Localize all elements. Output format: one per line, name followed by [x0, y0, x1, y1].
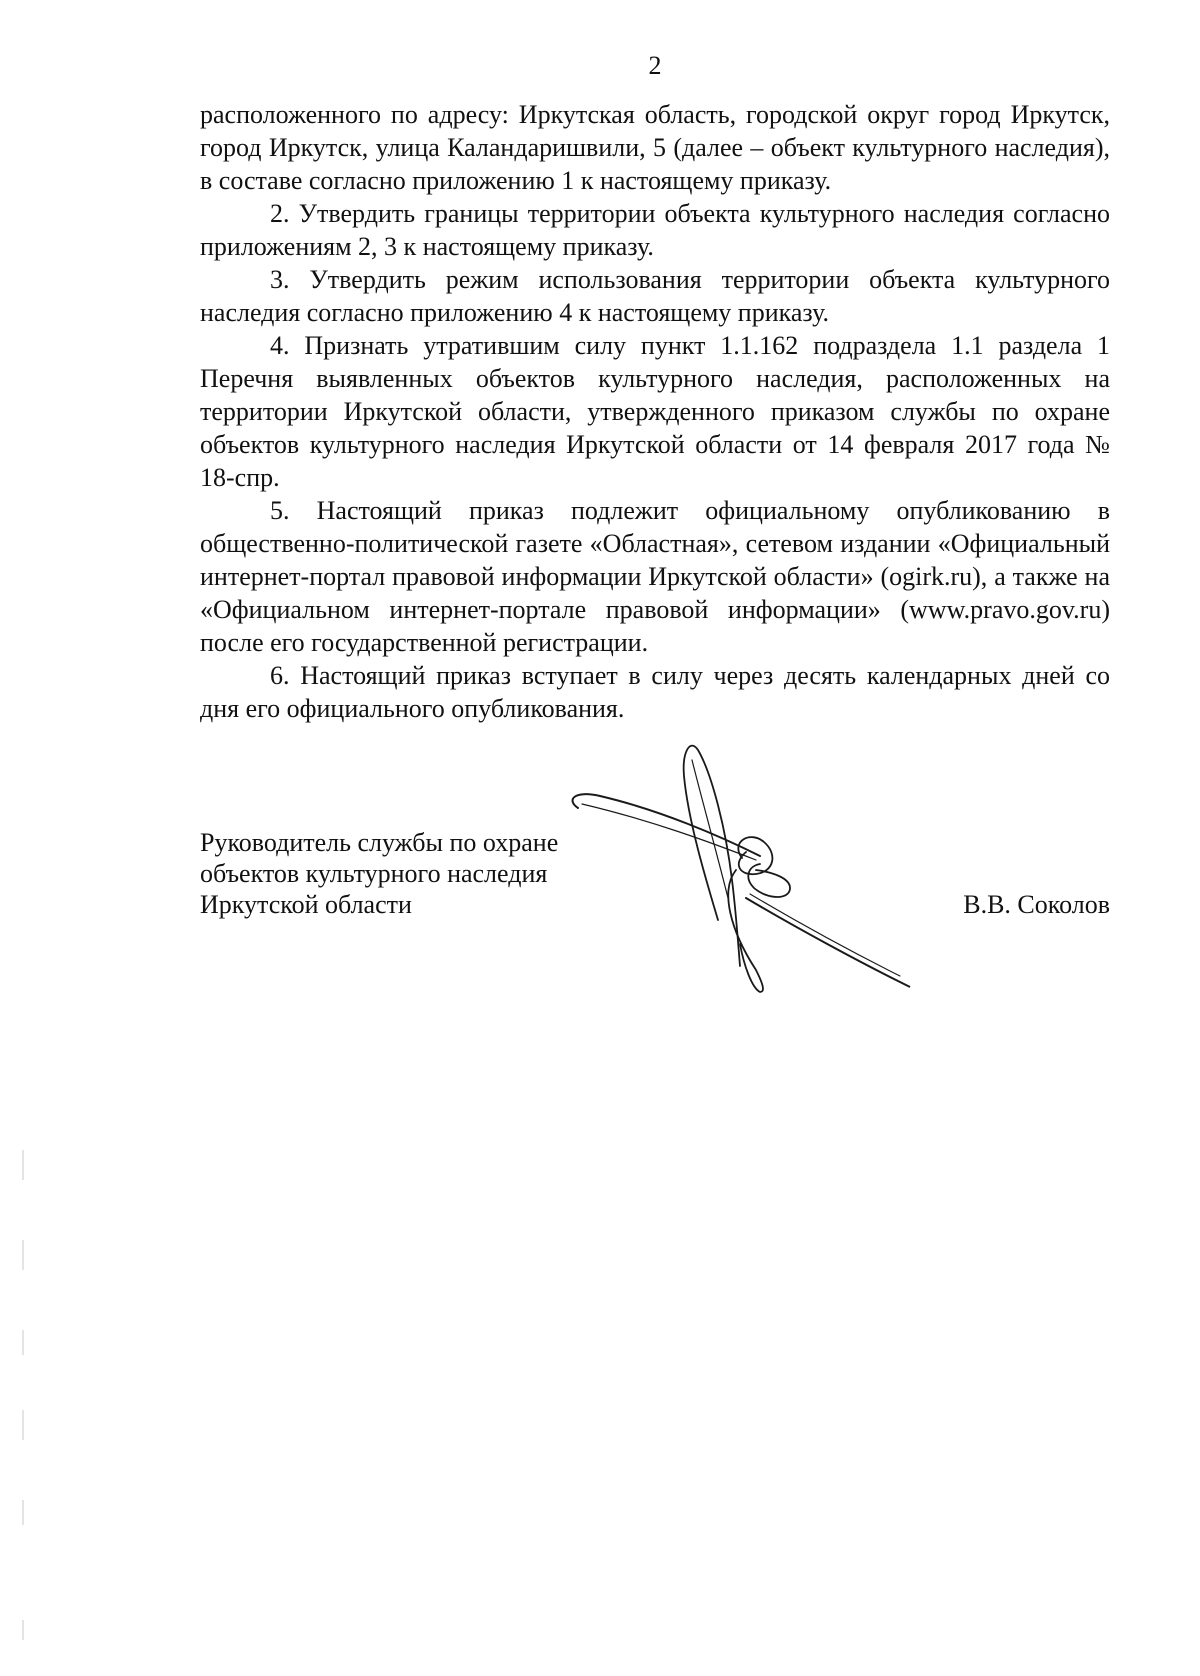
- paragraph-4: 4. Признать утратившим силу пункт 1.1.162 подраздела 1.1 раздела 1 Перечня выявленных объектов культурного наследия, расположенных на территории Иркутской области, утвержденного приказом службы по охране объектов культурного наследия Иркутской области от 14 февраля 2017 года № 18-спр.: [200, 331, 1110, 492]
- paragraph-6: 6. Настоящий приказ вступает в силу через десять календарных дней со дня его официального опубликования.: [200, 661, 1110, 723]
- page-number: 2: [648, 51, 662, 80]
- signer-title-line-1: Руководитель службы по охране: [200, 828, 559, 857]
- signer-name: В.В. Соколов: [963, 890, 1110, 919]
- signer-title-line-2: объектов культурного наследия: [200, 859, 548, 888]
- signer-title: [200, 827, 558, 920]
- paragraph-3: 3. Утвердить режим использования территории объекта культурного наследия согласно приложению 4 к настоящему приказу.: [200, 265, 1110, 327]
- paragraph-2: 2. Утвердить границы территории объекта культурного наследия согласно приложениям 2, 3 к настоящему приказу.: [200, 199, 1110, 261]
- paragraph-1: расположенного по адресу: Иркутская область, городской округ город Иркутск, город Иркутск, улица Каландаришвили, 5 (далее – объект культурного наследия), в составе согласно приложению 1 к настоящему приказу.: [200, 100, 1110, 195]
- handwritten-signature: [560, 730, 940, 1010]
- document-body: [200, 98, 1110, 725]
- signer-title-line-3: Иркутской области: [200, 890, 412, 919]
- scan-edge-marks: [20, 1150, 26, 1650]
- paragraph-5: 5. Настоящий приказ подлежит официальному опубликованию в общественно-политической газете «Областная», сетевом издании «Официальный интернет-портал правовой информации Иркутской области» (ogirk.ru), а также на «Официальном интернет-портале правовой информации» (www.pravo.gov.ru) после его государственной регистрации.: [200, 496, 1110, 657]
